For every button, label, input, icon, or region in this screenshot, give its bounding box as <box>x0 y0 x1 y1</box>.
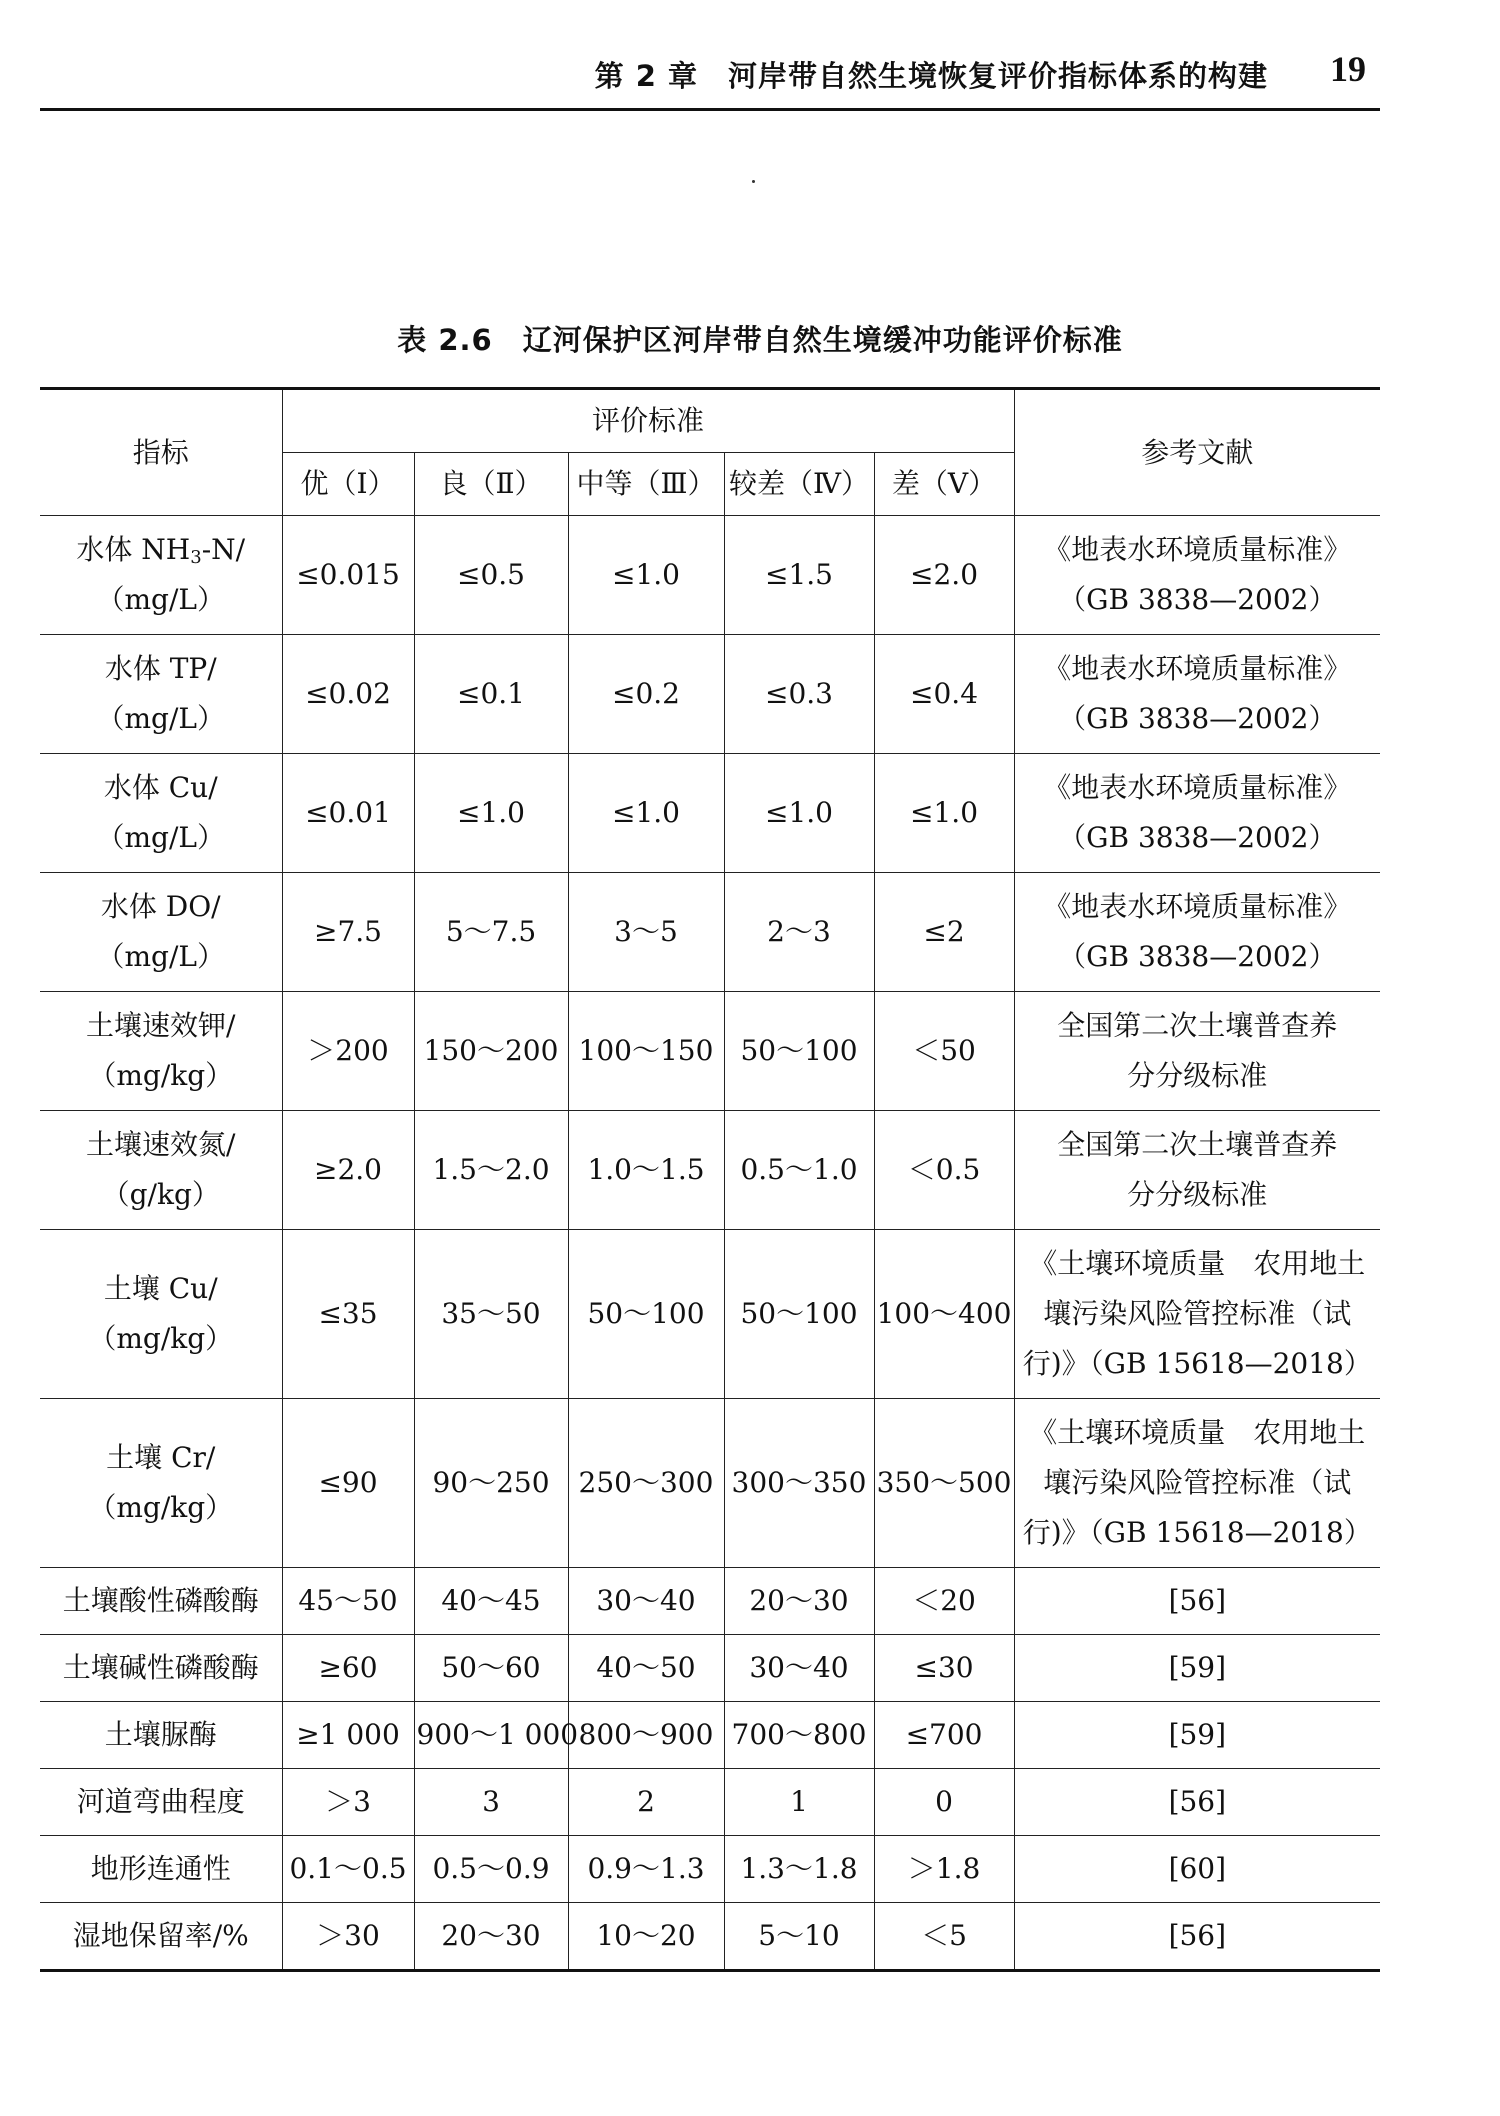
header-evaluation-standard: 评价标准 <box>282 389 1014 453</box>
header-grade-5: 差（Ⅴ） <box>874 453 1014 516</box>
grade-3-value: 30～40 <box>568 1568 724 1635</box>
grade-3-value: 2 <box>568 1769 724 1836</box>
table-row <box>40 754 1380 873</box>
indicator-name: 土壤脲酶 <box>40 1702 282 1769</box>
grade-2-value: 50～60 <box>414 1635 568 1702</box>
grade-1-value: 0.1～0.5 <box>282 1836 414 1903</box>
grade-5-value: ＜50 <box>874 992 1014 1111</box>
grade-1-value: ≥2.0 <box>282 1111 414 1230</box>
indicator-unit: （mg/kg） <box>88 1322 234 1355</box>
running-header <box>40 50 1380 111</box>
grade-3-value: ≤0.2 <box>568 635 724 754</box>
grade-2-value: ≤0.1 <box>414 635 568 754</box>
reference-line: 行)》（GB 15618—2018） <box>1022 1516 1372 1549</box>
reference-line: 《地表水环境质量标准》 <box>1043 652 1352 685</box>
indicator-unit: （mg/L） <box>96 702 225 735</box>
grade-5-value: 350～500 <box>874 1399 1014 1568</box>
grade-5-value: ＜20 <box>874 1568 1014 1635</box>
grade-2-value: ≤1.0 <box>414 754 568 873</box>
reference-cell: [60] <box>1014 1836 1380 1903</box>
header-reference: 参考文献 <box>1014 389 1380 516</box>
table-row <box>40 1111 1380 1230</box>
grade-4-value: 300～350 <box>724 1399 874 1568</box>
grade-1-value: ≤0.01 <box>282 754 414 873</box>
reference-cell: [56] <box>1014 1769 1380 1836</box>
grade-5-value: ≤2 <box>874 873 1014 992</box>
table-row <box>40 1702 1380 1769</box>
indicator-cell <box>40 1111 282 1230</box>
indicator-subscript: 3 <box>190 547 202 568</box>
grade-3-value: 40～50 <box>568 1635 724 1702</box>
reference-line: （GB 3838—2002） <box>1058 583 1337 616</box>
indicator-name: 河道弯曲程度 <box>40 1769 282 1836</box>
table-row <box>40 873 1380 992</box>
grade-4-value: 1.3～1.8 <box>724 1836 874 1903</box>
grade-2-value: 35～50 <box>414 1230 568 1399</box>
grade-4-value: 1 <box>724 1769 874 1836</box>
indicator-name: 水体 NH <box>76 533 191 566</box>
reference-cell <box>1014 1230 1380 1399</box>
header-grade-4: 较差（Ⅳ） <box>724 453 874 516</box>
indicator-unit: （g/kg） <box>101 1178 220 1211</box>
header-grade-3: 中等（Ⅲ） <box>568 453 724 516</box>
grade-2-value: 150～200 <box>414 992 568 1111</box>
grade-5-value: ≤700 <box>874 1702 1014 1769</box>
grade-2-value: 20～30 <box>414 1903 568 1971</box>
table-row <box>40 1230 1380 1399</box>
grade-1-value: ≥60 <box>282 1635 414 1702</box>
table-row <box>40 1836 1380 1903</box>
grade-5-value: 0 <box>874 1769 1014 1836</box>
grade-4-value: ≤0.3 <box>724 635 874 754</box>
reference-line: 壤污染风险管控标准（试 <box>1043 1466 1352 1499</box>
indicator-unit: （mg/L） <box>96 583 225 616</box>
indicator-name: 土壤 Cr/ <box>106 1441 216 1474</box>
grade-4-value: 5～10 <box>724 1903 874 1971</box>
grade-5-value: ≤1.0 <box>874 754 1014 873</box>
grade-3-value: 250～300 <box>568 1399 724 1568</box>
grade-3-value: 100～150 <box>568 992 724 1111</box>
grade-4-value: 30～40 <box>724 1635 874 1702</box>
indicator-name: 土壤 Cu/ <box>103 1272 218 1305</box>
grade-1-value: ＞200 <box>282 992 414 1111</box>
reference-line: （GB 3838—2002） <box>1058 821 1337 854</box>
table-row <box>40 1635 1380 1702</box>
indicator-name: 土壤速效氮/ <box>86 1128 236 1161</box>
header-indicator: 指标 <box>40 389 282 516</box>
indicator-cell <box>40 754 282 873</box>
indicator-unit: （mg/L） <box>96 940 225 973</box>
indicator-unit: （mg/kg） <box>88 1491 234 1524</box>
grade-4-value: 50～100 <box>724 992 874 1111</box>
indicator-cell <box>40 992 282 1111</box>
table-row <box>40 1568 1380 1635</box>
reference-cell <box>1014 754 1380 873</box>
reference-line: 《地表水环境质量标准》 <box>1043 890 1352 923</box>
reference-line: 《土壤环境质量 农用地土 <box>1029 1416 1366 1449</box>
grade-4-value: ≤1.5 <box>724 516 874 635</box>
indicator-cell <box>40 516 282 635</box>
grade-5-value: 100～400 <box>874 1230 1014 1399</box>
grade-3-value: ≤1.0 <box>568 754 724 873</box>
table-row <box>40 516 1380 635</box>
grade-3-value: ≤1.0 <box>568 516 724 635</box>
grade-5-value: ≤2.0 <box>874 516 1014 635</box>
reference-line: （GB 3838—2002） <box>1058 940 1337 973</box>
reference-cell: [56] <box>1014 1903 1380 1971</box>
reference-cell <box>1014 992 1380 1111</box>
grade-3-value: 800～900 <box>568 1702 724 1769</box>
reference-line: 《土壤环境质量 农用地土 <box>1029 1247 1366 1280</box>
reference-line: 《地表水环境质量标准》 <box>1043 771 1352 804</box>
grade-1-value: ≤90 <box>282 1399 414 1568</box>
reference-cell: [59] <box>1014 1702 1380 1769</box>
grade-4-value: ≤1.0 <box>724 754 874 873</box>
indicator-cell <box>40 873 282 992</box>
indicator-name: 地形连通性 <box>40 1836 282 1903</box>
grade-2-value: 5～7.5 <box>414 873 568 992</box>
reference-line: （GB 3838—2002） <box>1058 702 1337 735</box>
grade-1-value: 45～50 <box>282 1568 414 1635</box>
grade-4-value: 0.5～1.0 <box>724 1111 874 1230</box>
evaluation-standard-table <box>40 387 1380 1972</box>
page-number: 19 <box>1330 49 1366 89</box>
grade-5-value: ＞1.8 <box>874 1836 1014 1903</box>
reference-cell <box>1014 873 1380 992</box>
indicator-name-suffix: -N/ <box>201 533 246 566</box>
grade-1-value: ＞3 <box>282 1769 414 1836</box>
table-row <box>40 992 1380 1111</box>
reference-line: 分分级标准 <box>1127 1059 1268 1092</box>
indicator-unit: （mg/L） <box>96 821 225 854</box>
grade-5-value: ＜5 <box>874 1903 1014 1971</box>
table-row <box>40 1399 1380 1568</box>
reference-line: 行)》（GB 15618—2018） <box>1022 1347 1372 1380</box>
grade-2-value: 900～1 000 <box>414 1702 568 1769</box>
header-grade-1: 优（Ⅰ） <box>282 453 414 516</box>
indicator-name: 土壤速效钾/ <box>86 1009 236 1042</box>
grade-1-value: ＞30 <box>282 1903 414 1971</box>
grade-2-value: 40～45 <box>414 1568 568 1635</box>
grade-4-value: 700～800 <box>724 1702 874 1769</box>
grade-2-value: 1.5～2.0 <box>414 1111 568 1230</box>
reference-line: 分分级标准 <box>1127 1178 1268 1211</box>
grade-3-value: 3～5 <box>568 873 724 992</box>
reference-cell: [59] <box>1014 1635 1380 1702</box>
grade-5-value: ≤30 <box>874 1635 1014 1702</box>
table-caption: 表 2.6 辽河保护区河岸带自然生境缓冲功能评价标准 <box>397 323 1123 357</box>
indicator-name: 湿地保留率/% <box>40 1903 282 1971</box>
grade-3-value: 0.9～1.3 <box>568 1836 724 1903</box>
indicator-cell <box>40 1399 282 1568</box>
grade-3-value: 10～20 <box>568 1903 724 1971</box>
grade-4-value: 20～30 <box>724 1568 874 1635</box>
table-row <box>40 1769 1380 1836</box>
grade-4-value: 50～100 <box>724 1230 874 1399</box>
reference-cell <box>1014 516 1380 635</box>
grade-3-value: 1.0～1.5 <box>568 1111 724 1230</box>
table-row <box>40 635 1380 754</box>
table-row <box>40 1903 1380 1971</box>
reference-cell <box>1014 1111 1380 1230</box>
indicator-name: 水体 Cu/ <box>103 771 218 804</box>
grade-2-value: ≤0.5 <box>414 516 568 635</box>
grade-4-value: 2～3 <box>724 873 874 992</box>
reference-line: 全国第二次土壤普查养 <box>1057 1009 1338 1042</box>
grade-1-value: ≥1 000 <box>282 1702 414 1769</box>
grade-1-value: ≤35 <box>282 1230 414 1399</box>
reference-cell: [56] <box>1014 1568 1380 1635</box>
grade-2-value: 3 <box>414 1769 568 1836</box>
indicator-name: 水体 TP/ <box>104 652 217 685</box>
grade-1-value: ≥7.5 <box>282 873 414 992</box>
grade-2-value: 0.5～0.9 <box>414 1836 568 1903</box>
grade-2-value: 90～250 <box>414 1399 568 1568</box>
indicator-unit: （mg/kg） <box>88 1059 234 1092</box>
reference-cell <box>1014 1399 1380 1568</box>
grade-5-value: ≤0.4 <box>874 635 1014 754</box>
reference-cell <box>1014 635 1380 754</box>
reference-line: 全国第二次土壤普查养 <box>1057 1128 1338 1161</box>
grade-5-value: ＜0.5 <box>874 1111 1014 1230</box>
indicator-name: 水体 DO/ <box>100 890 221 923</box>
chapter-title: 第 2 章 河岸带自然生境恢复评价指标体系的构建 <box>594 59 1268 93</box>
indicator-cell <box>40 635 282 754</box>
reference-line: 《地表水环境质量标准》 <box>1043 533 1352 566</box>
grade-1-value: ≤0.02 <box>282 635 414 754</box>
indicator-name: 土壤酸性磷酸酶 <box>40 1568 282 1635</box>
header-grade-2: 良（Ⅱ） <box>414 453 568 516</box>
grade-3-value: 50～100 <box>568 1230 724 1399</box>
indicator-name: 土壤碱性磷酸酶 <box>40 1635 282 1702</box>
print-speck <box>752 180 755 183</box>
reference-line: 壤污染风险管控标准（试 <box>1043 1297 1352 1330</box>
indicator-cell <box>40 1230 282 1399</box>
grade-1-value: ≤0.015 <box>282 516 414 635</box>
